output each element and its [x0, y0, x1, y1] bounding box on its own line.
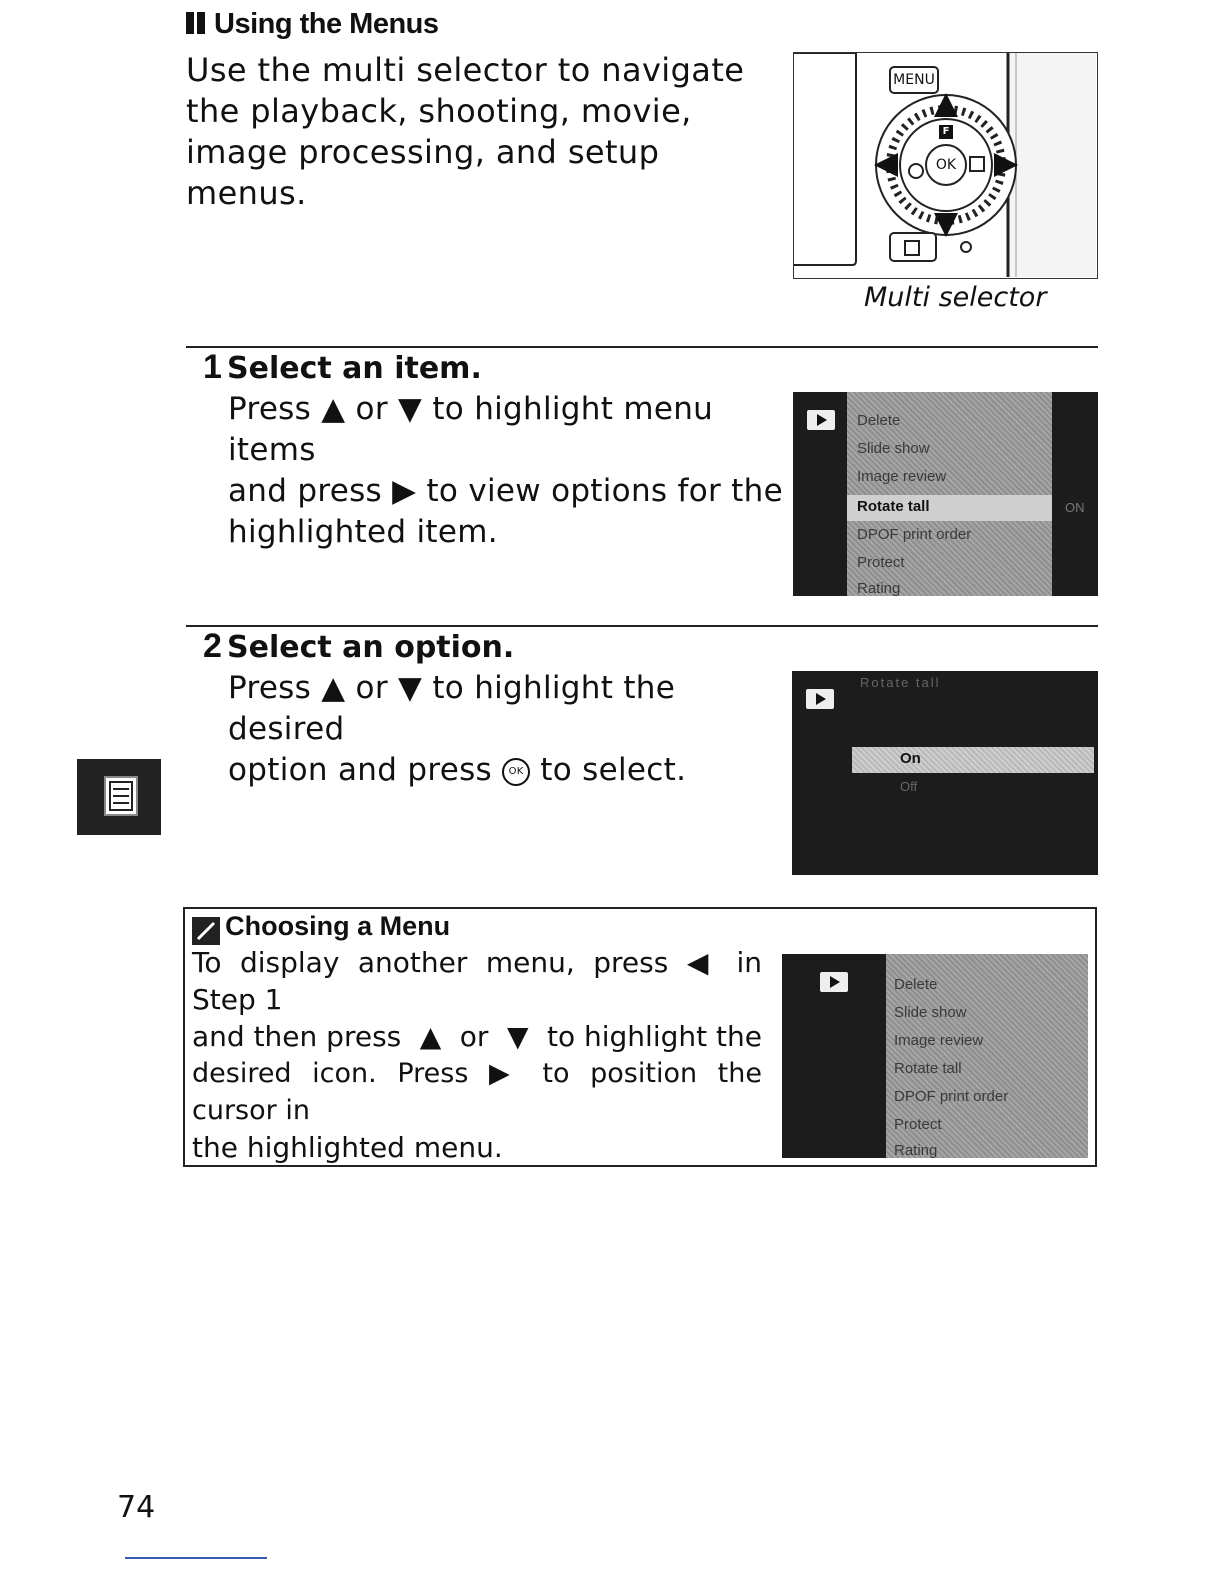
submenu-title: Rotate tall	[860, 675, 941, 690]
left-arrow-icon: ◀	[686, 946, 718, 979]
menu-item: Delete	[894, 976, 938, 993]
down-arrow-icon: ▼	[506, 1020, 529, 1053]
step2-text-part: or	[355, 670, 388, 706]
menu-list-icon	[77, 759, 161, 835]
option-selected: On	[900, 750, 921, 767]
menu-item: Slide show	[894, 1004, 967, 1021]
playback-tab-icon	[820, 972, 848, 992]
right-arrow-icon: ▶	[489, 1058, 522, 1089]
step2-number: 2	[203, 627, 222, 665]
step1-text-part: highlighted item.	[228, 514, 498, 550]
step2-text	[228, 668, 788, 791]
note-text-part: and then press	[192, 1020, 402, 1053]
footer-rule	[125, 1557, 267, 1559]
menu-item: Slide show	[857, 440, 930, 457]
menu-item: Rotate tall	[894, 1060, 962, 1077]
section-heading	[186, 8, 439, 42]
menu-guide-tab	[77, 759, 161, 835]
note-heading	[192, 911, 450, 945]
f-label: F	[942, 126, 950, 137]
menu-item: Delete	[857, 412, 901, 429]
menu-item: DPOF print order	[894, 1088, 1009, 1105]
menu-item: DPOF print order	[857, 526, 972, 543]
note-title: Choosing a Menu	[225, 911, 451, 941]
note-text-part: desired icon. Press	[192, 1058, 469, 1089]
step1-text-part: Press	[228, 391, 312, 427]
step1-number: 1	[203, 348, 222, 386]
note-text-part: to highlight the	[547, 1020, 762, 1053]
intro-paragraph: Use the multi selector to navigate the playback, shooting, movie, image processing, and setup menus.	[186, 51, 745, 212]
up-arrow-icon: ▲	[419, 1020, 442, 1053]
menu-item: Protect	[857, 554, 905, 571]
menu-button-label: MENU	[893, 72, 935, 88]
step1-heading	[203, 348, 482, 387]
step2-text-part: to select.	[540, 752, 687, 788]
up-arrow-icon: ▲	[321, 670, 346, 706]
playback-tab-icon	[807, 410, 835, 430]
note-text-part: to position the cursor in	[192, 1058, 762, 1126]
page-number: 74	[117, 1490, 156, 1525]
step1-text-part: to highlight menu items	[228, 391, 714, 468]
step1-text-part: to view options for the	[426, 473, 783, 509]
option-highlight	[852, 747, 1094, 773]
step2-text-part: option and press	[228, 752, 492, 788]
note-text-part: To display another menu, press	[192, 946, 669, 979]
camera-screen-menu-tabs	[782, 954, 1088, 1158]
note-text-part: in Step 1	[192, 946, 762, 1016]
step1-text-part: and press	[228, 473, 382, 509]
menu-item: Protect	[894, 1116, 942, 1133]
step2-title: Select an option.	[227, 630, 515, 665]
ok-button-icon: OK	[502, 758, 530, 786]
menu-item: Rating	[857, 580, 901, 596]
step1-text	[228, 389, 788, 553]
note-text	[192, 944, 762, 1166]
down-arrow-icon: ▼	[398, 670, 423, 706]
option-item: Off	[900, 779, 918, 794]
step2-text-part: to highlight the desired	[228, 670, 676, 747]
note-text-part: or	[459, 1020, 489, 1053]
menu-item: Image review	[857, 468, 947, 485]
menu-item: Rating	[894, 1142, 938, 1158]
menu-item-selected: Rotate tall	[857, 498, 930, 515]
multi-selector-caption: Multi selector	[864, 282, 1047, 313]
section-title: Using the Menus	[214, 8, 439, 40]
step1-text-part: or	[355, 391, 388, 427]
menu-item: Image review	[894, 1032, 984, 1049]
camera-screen-rotate-tall	[792, 671, 1098, 875]
pencil-icon	[192, 917, 220, 945]
section-marker-icon	[186, 9, 208, 42]
menu-item-value: ON	[1065, 500, 1085, 515]
down-arrow-icon: ▼	[398, 391, 423, 427]
step2-heading	[203, 627, 514, 666]
playback-tab-icon	[806, 689, 834, 709]
step2-text-part: Press	[228, 670, 312, 706]
step1-title: Select an item.	[227, 351, 482, 386]
note-text-part: the highlighted menu.	[192, 1131, 503, 1164]
ok-button-label: OK	[935, 157, 957, 173]
up-arrow-icon: ▲	[321, 391, 346, 427]
camera-screen-playback-menu	[793, 392, 1098, 596]
multi-selector-illustration	[793, 52, 1098, 279]
right-arrow-icon: ▶	[392, 473, 417, 509]
